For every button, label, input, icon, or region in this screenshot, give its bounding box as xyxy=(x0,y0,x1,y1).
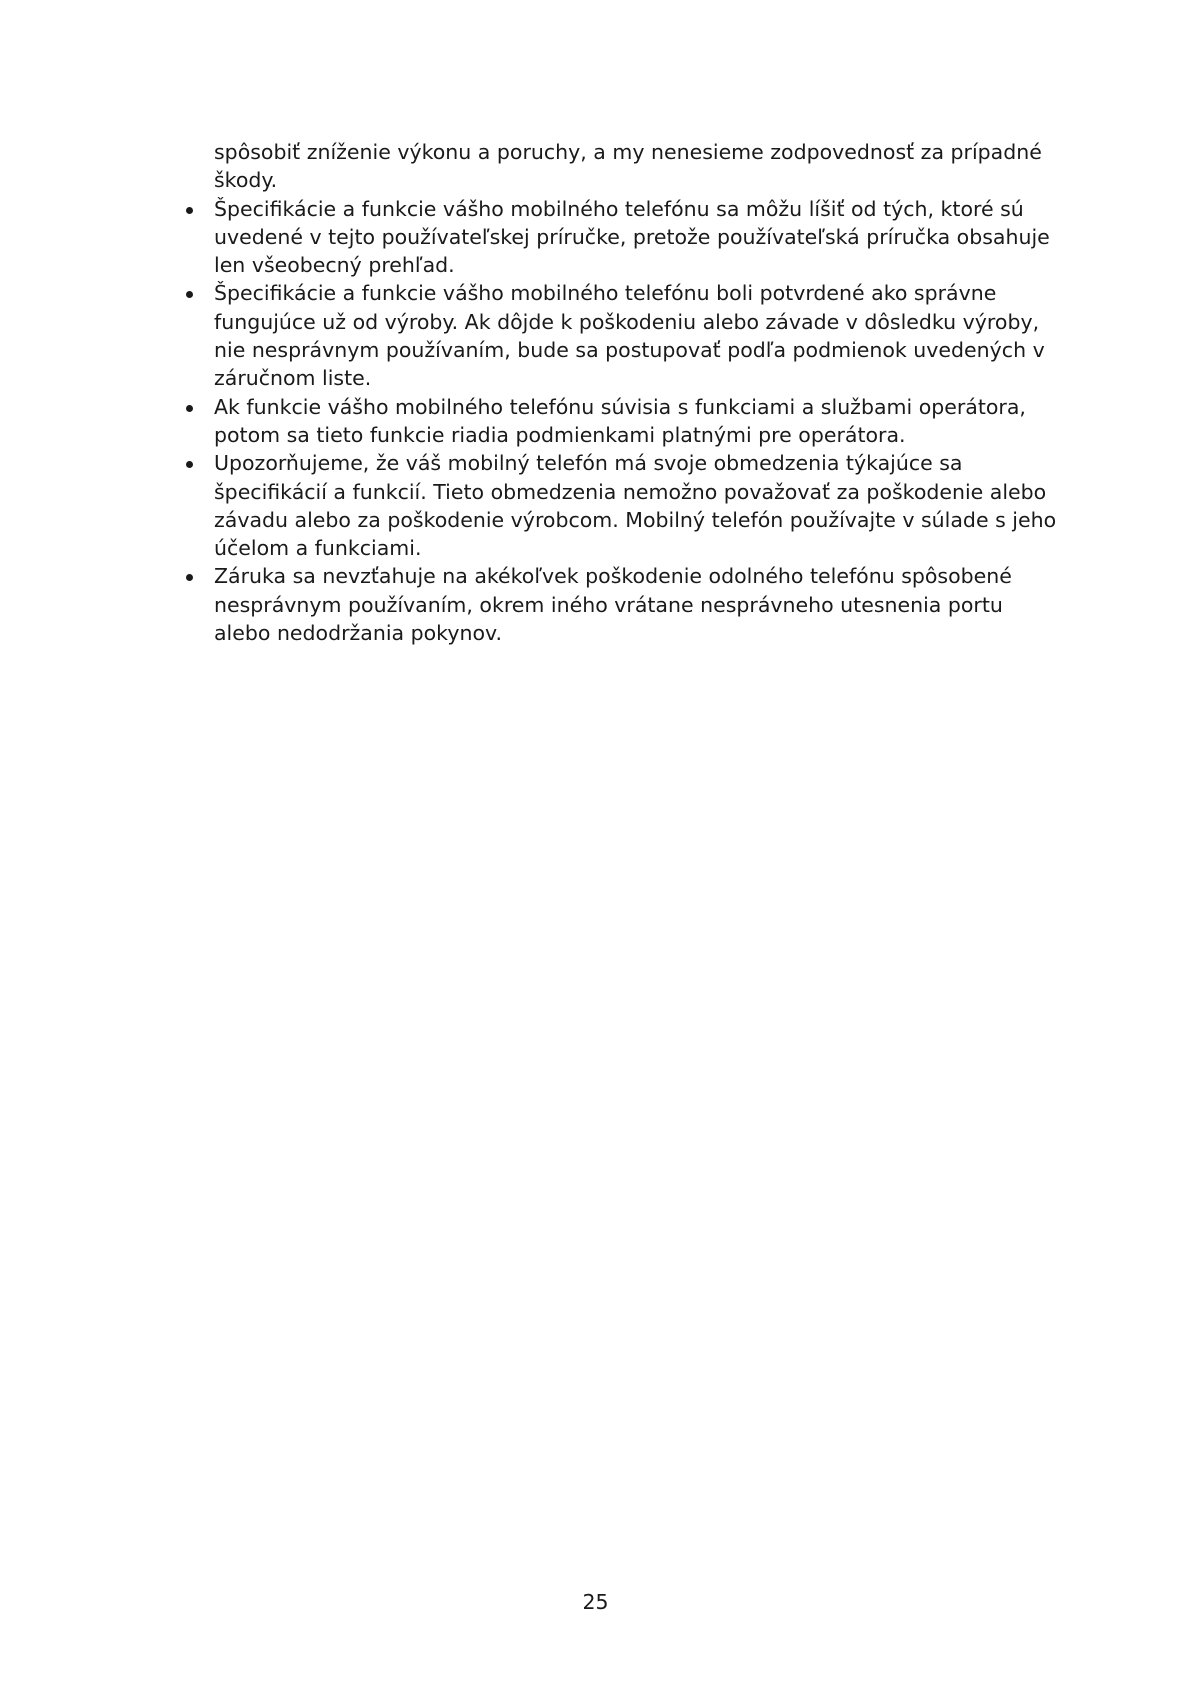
bullet-list xyxy=(214,195,1064,648)
bullet-icon xyxy=(186,291,193,298)
list-item xyxy=(214,279,1064,392)
list-item-text: Upozorňujeme, že váš mobilný telefón má svoje obmedzenia týkajúce sa špecifikácií a funkcií. Tieto obmedzenia nemožno považovať za poškodenie alebo závadu alebo za poškodenie výrobcom. Mobilný telefón používajte v súlade s jeho účelom a funkciami. xyxy=(214,451,1057,561)
list-item-text: Záruka sa nevzťahuje na akékoľvek poškodenie odolného telefónu spôsobené nesprávnym používaním, okrem iného vrátane nesprávneho utesnenia portu alebo nedodržania pokynov. xyxy=(214,564,1012,646)
page-body xyxy=(214,138,1064,647)
bullet-icon xyxy=(186,207,193,214)
continuation-paragraph: spôsobiť zníženie výkonu a poruchy, a my nenesieme zodpovednosť za prípadné škody. xyxy=(214,140,1042,193)
list-item xyxy=(214,562,1064,647)
list-item-text: Ak funkcie vášho mobilného telefónu súvisia s funkciami a službami operátora, potom sa tieto funkcie riadia podmienkami platnými pre operátora. xyxy=(214,394,1026,447)
page-number: 25 xyxy=(582,1590,609,1614)
list-item xyxy=(214,449,1064,562)
list-item-text: Špecifikácie a funkcie vášho mobilného telefónu boli potvrdené ako správne fungujúce už od výroby. Ak dôjde k poškodeniu alebo závade v dôsledku výroby, nie nesprávnym používaním, bude sa postupovať podľa podmienok uvedených v záručnom liste. xyxy=(214,281,1045,391)
list-item xyxy=(214,195,1064,280)
bullet-icon xyxy=(186,574,193,581)
bullet-icon xyxy=(186,461,193,468)
list-item-text: Špecifikácie a funkcie vášho mobilného telefónu sa môžu líšiť od tých, ktoré sú uvedené v tejto používateľskej príručke, pretože používateľská príručka obsahuje len všeobecný prehľad. xyxy=(214,196,1050,278)
list-item xyxy=(214,393,1064,450)
bullet-icon xyxy=(186,405,193,412)
